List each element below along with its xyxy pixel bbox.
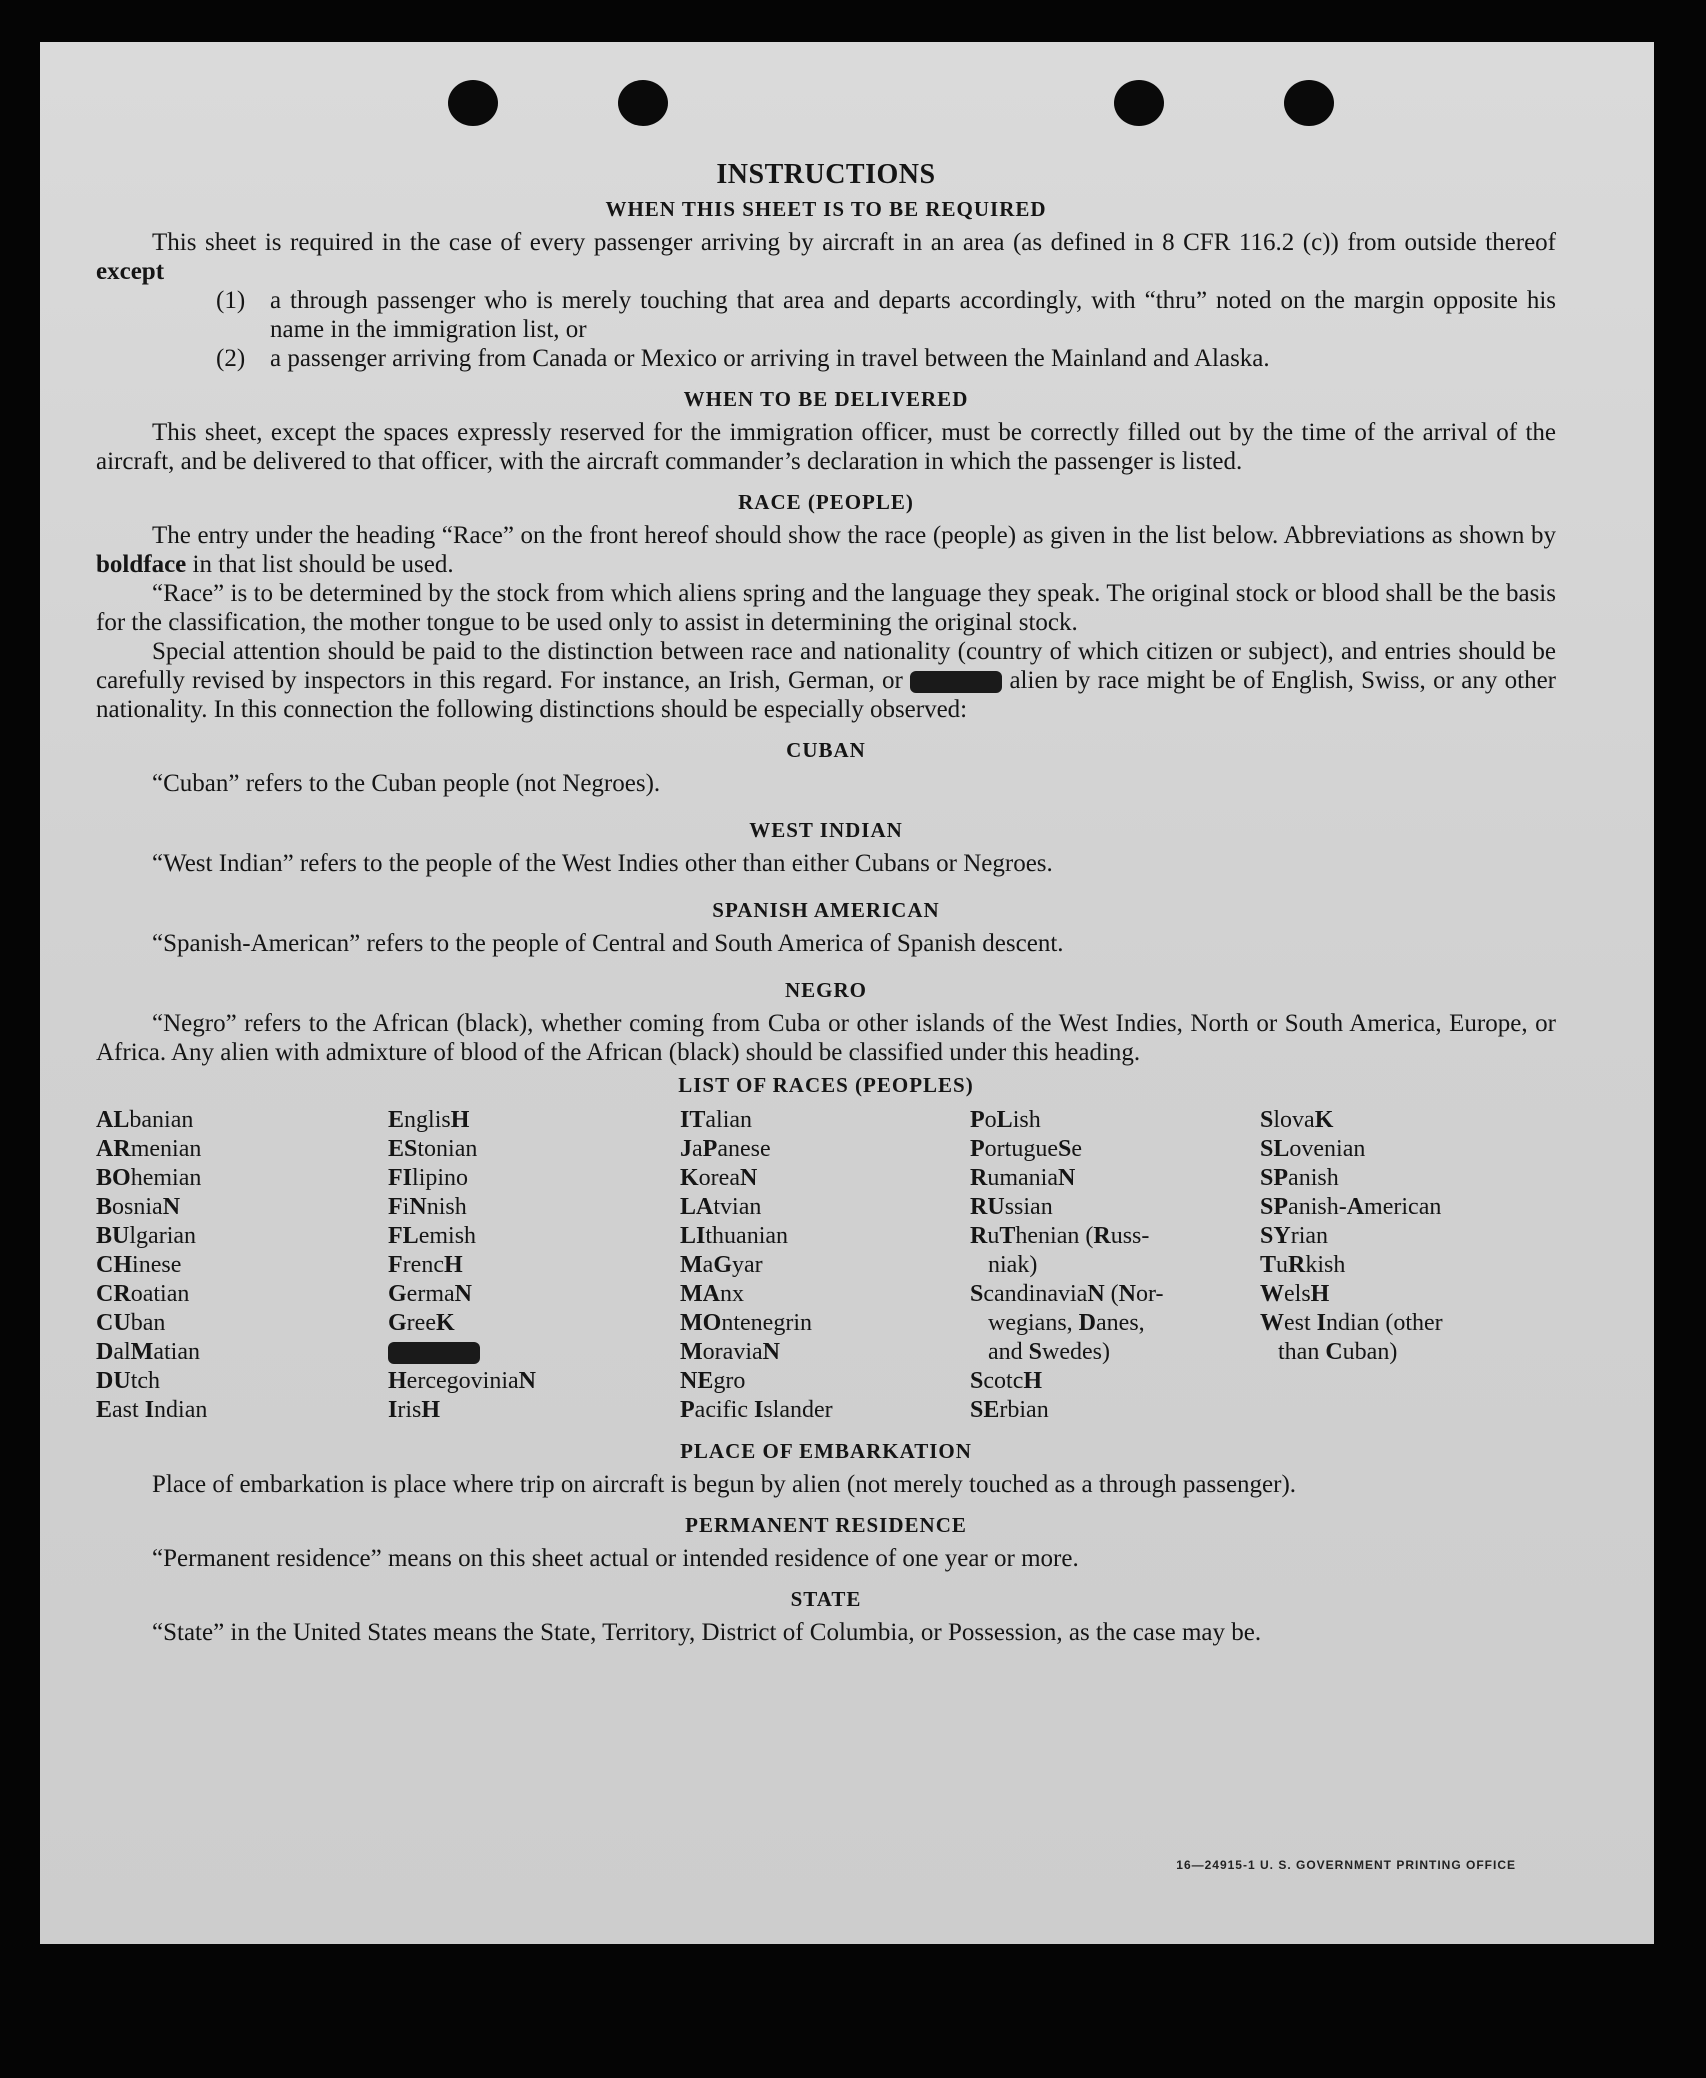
race-entry: SYrian: [1260, 1223, 1329, 1249]
race-entry: than Cuban): [1278, 1339, 1398, 1365]
race-entry: PoLish: [970, 1107, 1041, 1133]
race-entry: ARmenian: [96, 1136, 202, 1162]
punch-hole: [1284, 80, 1334, 126]
negro-text: “Negro” refers to the African (black), whether coming from Cuba or other islands of the West Indies, North or South America, Europe, or Africa. Any alien with admixture of blood of the African (black) should be classified under this heading.: [96, 1010, 1556, 1066]
race-entry: EStonian: [388, 1136, 478, 1162]
race-paragraph-1: The entry under the heading “Race” on the front hereof should show the race (people) as given in the list below. Abbreviations as shown by boldface in that list should be used.: [96, 522, 1556, 578]
race-column: [680, 1106, 970, 1425]
race-entry: BUlgarian: [96, 1223, 197, 1249]
races-list: [96, 1106, 1556, 1425]
heading-negro: NEGRO: [784, 978, 867, 1002]
punch-hole: [618, 80, 668, 126]
race-entry: FLemish: [388, 1223, 477, 1249]
heading-when-delivered: WHEN TO BE DELIVERED: [683, 387, 969, 411]
race-entry: JaPanese: [680, 1136, 771, 1162]
race-column: [388, 1106, 680, 1425]
race-entry: NEgro: [680, 1368, 746, 1394]
race-paragraph-3: Special attention should be paid to the distinction between race and nationality (country of which citizen or subject), and entries should be carefully revised by inspectors in this regard. For instance, an Irish, German, or alien by race might be of English, Swiss, or any other nationality. In this connection the following distinctions should be especially observed:: [96, 638, 1556, 723]
redaction-mark: [388, 1342, 480, 1364]
race-entry: East Indian: [96, 1397, 208, 1423]
west-indian-text: “West Indian” refers to the people of the West Indies other than either Cubans or Negroes.: [152, 850, 1053, 877]
race-entry: GermaN: [388, 1281, 472, 1307]
race-entry: WelsH: [1260, 1281, 1330, 1307]
race-entry: West Indian (other: [1260, 1310, 1443, 1336]
heading-when-required: WHEN THIS SHEET IS TO BE REQUIRED: [605, 197, 1047, 221]
instructions-body: [96, 160, 1556, 1647]
race-entry: KoreaN: [680, 1165, 758, 1191]
page-title: INSTRUCTIONS: [716, 159, 936, 190]
race-entry: CHinese: [96, 1252, 182, 1278]
race-paragraph-2: “Race” is to be determined by the stock from which aliens spring and the language they speak. The original stock or blood shall be the basis for the classification, the mother tongue to be used only to assist in determining the original stock.: [96, 580, 1556, 636]
race-entry: RumaniaN: [970, 1165, 1076, 1191]
race-entry: ScotcH: [970, 1368, 1043, 1394]
exception-item: (1) a through passenger who is merely touching that area and departs accordingly, with “thru” noted on the margin opposite his name in the immigration list, or: [216, 287, 1556, 343]
heading-race: RACE (PEOPLE): [738, 490, 914, 514]
race-entry: TuRkish: [1260, 1252, 1346, 1278]
race-entry: DalMatian: [96, 1339, 200, 1365]
heading-west-indian: WEST INDIAN: [749, 818, 903, 842]
heading-state: STATE: [790, 1587, 862, 1611]
race-entry: HercegoviniaN: [388, 1368, 536, 1394]
punch-hole: [448, 80, 498, 126]
heading-list-of-races: LIST OF RACES (PEOPLES): [678, 1073, 974, 1097]
heading-embarkation: PLACE OF EMBARKATION: [680, 1439, 972, 1463]
heading-cuban: CUBAN: [786, 738, 866, 762]
race-entry: FrencH: [388, 1252, 463, 1278]
race-entry: SPanish: [1260, 1165, 1339, 1191]
exception-item: (2) a passenger arriving from Canada or Mexico or arriving in travel between the Mainland and Alaska.: [216, 345, 1270, 372]
race-entry: LAtvian: [680, 1194, 762, 1220]
race-entry: SPanish-American: [1260, 1194, 1442, 1220]
exception-list: [216, 286, 1556, 373]
race-entry: IrisH: [388, 1397, 441, 1423]
race-entry: and Swedes): [988, 1339, 1111, 1365]
race-entry: SlovaK: [1260, 1107, 1334, 1133]
race-entry: ScandinaviaN (Nor-: [970, 1281, 1164, 1307]
race-entry: GreeK: [388, 1310, 455, 1336]
race-entry: wegians, Danes,: [988, 1310, 1145, 1336]
race-entry: PortugueSe: [970, 1136, 1083, 1162]
race-entry: FIlipino: [388, 1165, 469, 1191]
printing-office-imprint: 16—24915-1 U. S. GOVERNMENT PRINTING OFFICE: [1176, 1858, 1516, 1872]
race-entry: SErbian: [970, 1397, 1049, 1423]
when-delivered-text: This sheet, except the spaces expressly reserved for the immigration officer, must be correctly filled out by the time of the arrival of the aircraft, and be delivered to that officer, with the aircraft commander’s declaration in which the passenger is listed.: [96, 419, 1556, 475]
race-entry: BosniaN: [96, 1194, 181, 1220]
state-text: “State” in the United States means the State, Territory, District of Columbia, or Possession, as the case may be.: [152, 1619, 1262, 1646]
race-column: [96, 1106, 388, 1425]
race-column: [970, 1106, 1260, 1425]
race-entry: FiNnish: [388, 1194, 467, 1220]
race-entry: Pacific Islander: [680, 1397, 833, 1423]
race-entry: ALbanian: [96, 1107, 194, 1133]
race-entry: [388, 1338, 680, 1367]
heading-permanent-residence: PERMANENT RESIDENCE: [685, 1513, 967, 1537]
race-entry: DUtch: [96, 1368, 161, 1394]
race-entry: MOntenegrin: [680, 1310, 812, 1336]
permanent-residence-text: “Permanent residence” means on this sheet actual or intended residence of one year or more.: [152, 1545, 1079, 1572]
embarkation-text: Place of embarkation is place where trip on aircraft is begun by alien (not merely touched as a through passenger).: [152, 1471, 1297, 1498]
spanish-american-text: “Spanish-American” refers to the people of Central and South America of Spanish descent.: [152, 930, 1064, 957]
race-entry: MoraviaN: [680, 1339, 780, 1365]
when-required-intro: This sheet is required in the case of every passenger arriving by aircraft in an area (as defined in 8 CFR 116.2 (c)) from outside thereof except: [96, 229, 1556, 285]
race-entry: niak): [988, 1252, 1038, 1278]
heading-spanish-american: SPANISH AMERICAN: [712, 898, 940, 922]
punch-hole: [1114, 80, 1164, 126]
race-entry: EnglisH: [388, 1107, 470, 1133]
race-entry: RuThenian (Russ-: [970, 1223, 1150, 1249]
race-entry: BOhemian: [96, 1165, 202, 1191]
race-entry: RUssian: [970, 1194, 1053, 1220]
race-entry: ITalian: [680, 1107, 753, 1133]
race-column: [1260, 1106, 1520, 1425]
document-sheet: [40, 42, 1654, 1944]
cuban-text: “Cuban” refers to the Cuban people (not Negroes).: [152, 770, 661, 797]
race-entry: LIthuanian: [680, 1223, 789, 1249]
race-entry: CUban: [96, 1310, 166, 1336]
race-entry: MaGyar: [680, 1252, 763, 1278]
race-entry: CRoatian: [96, 1281, 190, 1307]
race-entry: SLovenian: [1260, 1136, 1366, 1162]
redaction-mark: [910, 671, 1002, 693]
race-entry: MAnx: [680, 1281, 744, 1307]
